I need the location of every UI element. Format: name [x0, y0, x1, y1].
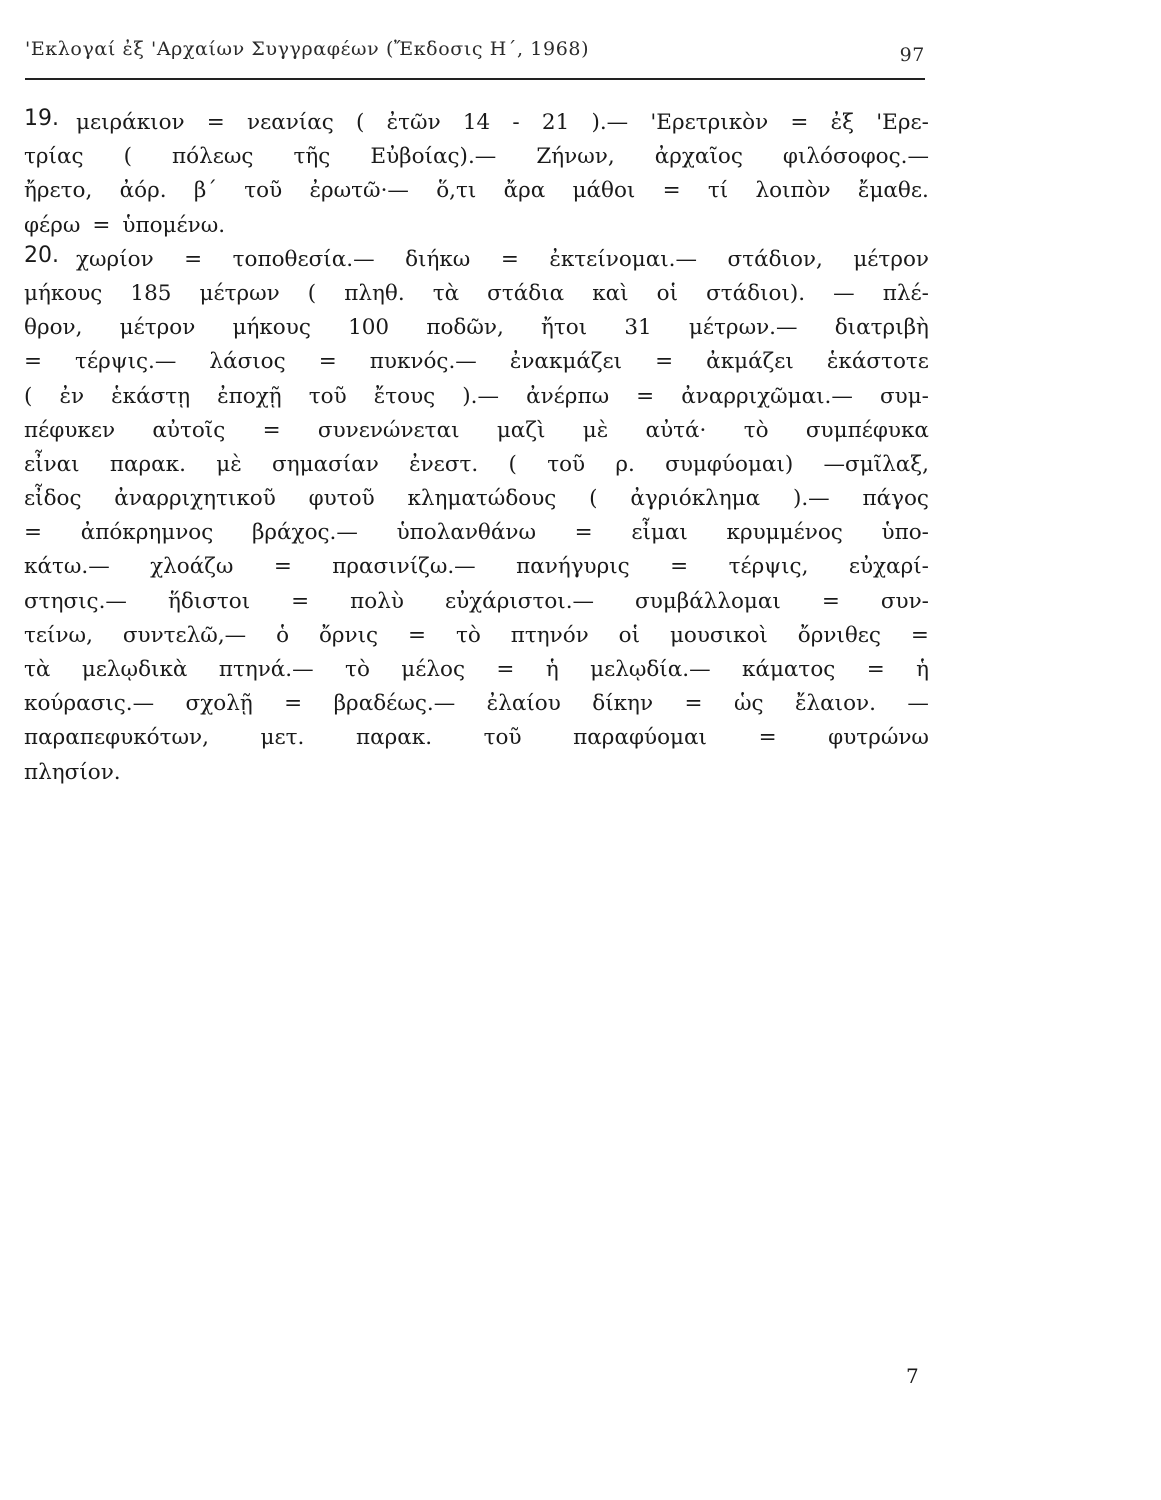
glossary-entry [24, 106, 929, 243]
text-line: κάτω.— χλοάζω = πρασινίζω.— πανήγυρις = τέρψις, εὐχαρί- [24, 554, 929, 580]
text-line: εἶδος ἀναρριχητικοῦ φυτοῦ κληματώδους ( ἀγριόκλημα ).— πάγος [24, 486, 929, 512]
text-line: τείνω, συντελῶ,— ὁ ὄρνις = τὸ πτηνόν οἱ μουσικοὶ ὄρνιθες = [24, 622, 929, 648]
header-rule [25, 78, 925, 80]
text-line: παραπεφυκότων, μετ. παρακ. τοῦ παραφύομαι = φυτρώνω [24, 725, 929, 751]
entry-number: 20. [24, 242, 59, 268]
glossary-entries [24, 106, 929, 790]
text-line: τρίας ( πόλεως τῆς Εὐβοίας).— Ζήνων, ἀρχαῖος φιλόσοφος.— [24, 144, 929, 170]
text-line: ἤρετο, ἀόρ. β΄ τοῦ ἐρωτῶ·— ὅ,τι ἄρα μάθοι = τί λοιπὸν ἔμαθε. [24, 178, 929, 204]
text-line: μήκους 185 μέτρων ( πληθ. τὰ στάδια καὶ οἱ στάδιοι). — πλέ- [24, 280, 929, 306]
page-number: 97 [899, 44, 925, 66]
text-line: ( ἐν ἑκάστῃ ἐποχῇ τοῦ ἔτους ).— ἀνέρπω = ἀναρριχῶμαι.— συμ- [24, 383, 929, 409]
text-line: τὰ μελῳδικὰ πτηνά.— τὸ μέλος = ἡ μελῳδία.— κάματος = ἡ [24, 657, 929, 682]
text-line: = ἀπόκρημνος βράχος.— ὑπολανθάνω = εἶμαι κρυμμένος ὑπο- [24, 520, 929, 546]
glossary-entry [24, 243, 929, 790]
text-line: = τέρψις.— λάσιος = πυκνός.— ἐνακμάζει = ἀκμάζει ἑκάστοτε [24, 349, 929, 375]
text-line: πέφυκεν αὐτοῖς = συνενώνεται μαζὶ μὲ αὐτά· τὸ συμπέφυκα [24, 417, 929, 443]
text-line: χωρίον = τοποθεσία.— διήκω = ἐκτείνομαι.— στάδιον, μέτρον [76, 246, 929, 272]
running-header [25, 38, 925, 66]
header-title: 'Εκλογαί ἐξ 'Αρχαίων Συγγραφέων (Ἔκδοσις Η΄, 1968) [25, 38, 590, 60]
text-line: θρον, μέτρον μήκους 100 ποδῶν, ἤτοι 31 μέτρων.— διατριβὴ [24, 315, 929, 341]
text-line: φέρω = ὑπομένω. [24, 212, 226, 238]
text-line: στησις.— ἥδιστοι = πολὺ εὐχάριστοι.— συμβάλλομαι = συν- [24, 588, 929, 614]
signature-mark: 7 [906, 1364, 919, 1388]
text-line: πλησίον. [24, 759, 121, 785]
text-line: κούρασις.— σχολῇ = βραδέως.— ἐλαίου δίκην = ὡς ἔλαιον. — [24, 691, 929, 717]
entry-number: 19. [24, 106, 59, 131]
text-line: μειράκιον = νεανίας ( ἐτῶν 14 - 21 ).— 'Ερετρικὸν = ἐξ 'Ερε- [76, 110, 929, 135]
text-line: εἶναι παρακ. μὲ σημασίαν ἐνεστ. ( τοῦ ρ. συμφύομαι) —σμῖλαξ, [24, 451, 929, 477]
